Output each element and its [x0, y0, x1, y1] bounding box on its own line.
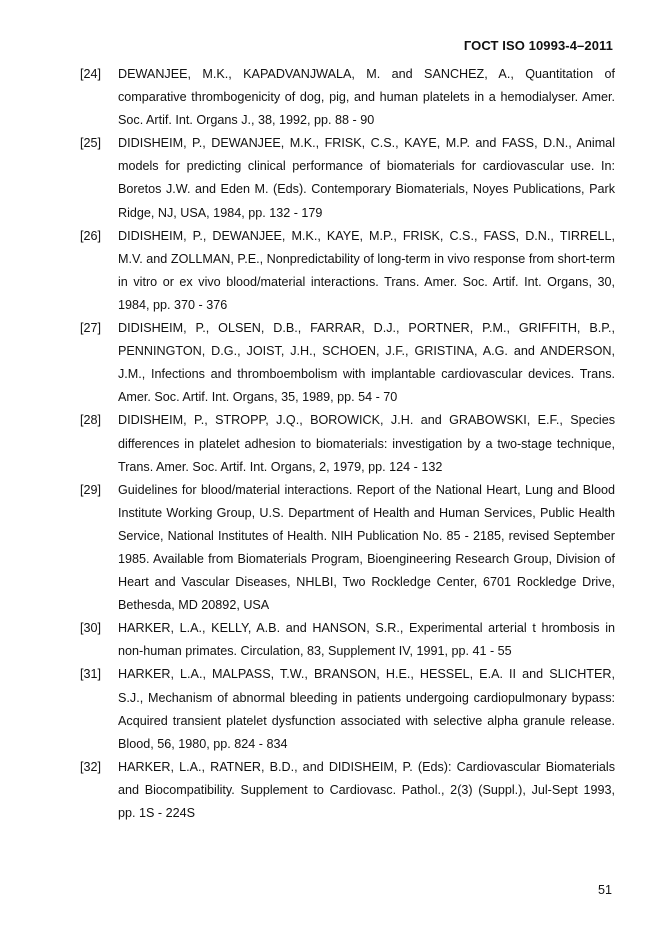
reference-item-30 [80, 617, 615, 663]
reference-item-32 [80, 756, 615, 825]
reference-number: [32] [80, 759, 102, 774]
reference-text: DEWANJEE, M.K., KAPADVANJWALA, M. and SANCHEZ, A., Quantitation of comparative thrombogenicity of dog, pig, and human platelets in a hemodialyser. Amer. Soc. Artif. Int. Organs J., 38, 1992, pp. 88 - 90 [118, 67, 615, 128]
reference-item-24 [80, 63, 615, 132]
reference-text: HARKER, L.A., RATNER, B.D., and DIDISHEIM, P. (Eds): Cardiovascular Biomaterials and Biocompatibility. Supplement to Cardiovasc. Pathol., 2(3) (Suppl.), Jul-Sept 1993, pp. 1S - 224S [118, 759, 615, 820]
reference-item-29 [80, 479, 615, 618]
reference-number: [31] [80, 667, 102, 682]
document-header: ГОСТ ISO 10993-4–2011 [463, 38, 613, 53]
reference-number: [25] [80, 136, 102, 151]
reference-item-25 [80, 132, 615, 224]
reference-text: DIDISHEIM, P., STROPP, J.Q., BOROWICK, J.H. and GRABOWSKI, E.F., Species differences in platelet adhesion to biomaterials: investigation by a two-stage technique, Trans. Amer. Soc. Artif. Int. Organs, 2, 1979, pp. 124 - 132 [118, 413, 615, 474]
reference-text: DIDISHEIM, P., DEWANJEE, M.K., FRISK, C.S., KAYE, M.P. and FASS, D.N., Animal models for predicting clinical performance of biomaterials for cardiovascular use. In: Boretos J.W. and Eden M. (Eds). Contemporary Biomaterials, Noyes Publications, Park Ridge, NJ, USA, 1984, pp. 132 - 179 [118, 136, 615, 220]
reference-item-27 [80, 317, 615, 409]
reference-item-26 [80, 225, 615, 317]
reference-number: [30] [80, 621, 102, 636]
reference-number: [26] [80, 228, 102, 243]
reference-number: [29] [80, 482, 102, 497]
reference-text: Guidelines for blood/material interactions. Report of the National Heart, Lung and Blood Institute Working Group, U.S. Department of Health and Human Services, Public Health Service, National Institutes of Health. NIH Publication No. 85 - 2185, revised September 1985. Available from Biomaterials Program, Bioengineering Research Group, Division of Heart and Vascular Diseases, NHLBI, Two Rockledge Center, 6701 Rockledge Drive, Bethesda, MD 20892, USA [118, 482, 615, 613]
reference-item-31 [80, 663, 615, 755]
reference-number: [27] [80, 321, 102, 336]
reference-number: [28] [80, 413, 102, 428]
reference-text: DIDISHEIM, P., DEWANJEE, M.K., KAYE, M.P., FRISK, C.S., FASS, D.N., TIRRELL, M.V. and ZOLLMAN, P.E., Nonpredictability of long-term in vivo response from short-term in vitro or ex vivo blood/material interactions. Trans. Amer. Soc. Artif. Int. Organs, 30, 1984, pp. 370 - 376 [118, 228, 615, 312]
reference-text: DIDISHEIM, P., OLSEN, D.B., FARRAR, D.J., PORTNER, P.M., GRIFFITH, B.P., PENNINGTON, D.G., JOIST, J.H., SCHOEN, J.F., GRISTINA, A.G. and ANDERSON, J.M., Infections and thromboembolism with implantable cardiovascular devices. Trans. Amer. Soc. Artif. Int. Organs, 35, 1989, pp. 54 - 70 [118, 321, 615, 405]
reference-list [80, 63, 615, 825]
page-number: 51 [597, 883, 612, 897]
reference-number: [24] [80, 67, 102, 81]
reference-text: HARKER, L.A., KELLY, A.B. and HANSON, S.R., Experimental arterial t hrombosis in non-human primates. Circulation, 83, Supplement IV, 1991, pp. 41 - 55 [118, 621, 615, 659]
reference-text: HARKER, L.A., MALPASS, T.W., BRANSON, H.E., HESSEL, E.A. II and SLICHTER, S.J., Mechanism of abnormal bleeding in patients undergoing cardiopulmonary bypass: Acquired transient platelet dysfunction associated with selective alpha granule release. Blood, 56, 1980, pp. 824 - 834 [118, 667, 615, 751]
reference-item-28 [80, 409, 615, 478]
